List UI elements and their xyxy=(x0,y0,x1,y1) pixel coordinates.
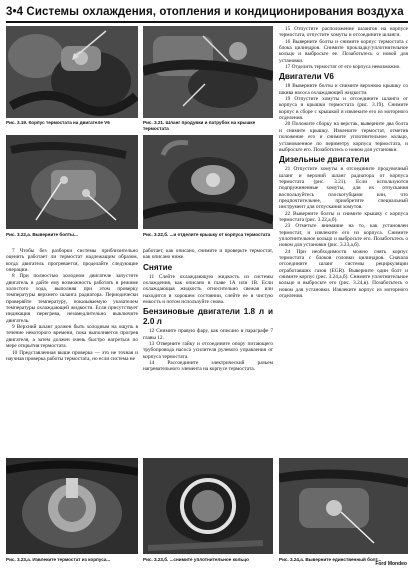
paragraph: 13 Отверните гайку и отсоедините опору питающего трубопровода насоса усилителя рулевого управления от корпуса термостата. xyxy=(143,341,273,360)
section-heading: Двигатели V6 xyxy=(279,72,334,82)
figure-caption: Рис. 3.22,б. ...и отделите крышку от корпуса термостата xyxy=(143,232,271,237)
figure-caption: Рис. 3.23,б. ...снимите уплотнительное кольцо xyxy=(143,557,249,562)
section-heading: Дизельные двигатели xyxy=(279,155,370,165)
paragraph: 18 Выверните болты и снимите верхнюю крышку со шкива насоса охлаждающей жидкости. xyxy=(279,83,408,96)
thermostat-photo xyxy=(6,458,138,554)
figure-3-22a xyxy=(6,135,138,229)
figure-caption: Рис. 3.23,а. Извлеките термостат из корпуса... xyxy=(6,557,111,562)
footer-brand: Ford Mondeo xyxy=(375,561,407,567)
paragraph: 17 Отделить термостат от его корпуса невозможно. xyxy=(285,64,401,71)
text-column-right xyxy=(279,26,408,299)
paragraph: 22 Выверните болты и снимите крышку с корпуса термостата (рис. 3.22,а,б). xyxy=(279,210,408,223)
figure-3-22b xyxy=(143,135,273,229)
engine-photo xyxy=(279,458,408,554)
figure-caption: Рис. 3.21. Шланг продувки и патрубок на крышке термостата xyxy=(143,120,256,131)
figure-3-23b xyxy=(143,458,273,554)
paragraph: 7 Чтобы без разборки системы приблизительно оценить работает ли термостат надлежащим образом, когда двигатель прогревается, проделайте следующие операции. xyxy=(6,248,138,274)
paragraph: 10 Представленная выше проверка — это не точная и научная проверка работы термостата, но если система не xyxy=(6,349,138,362)
figure-3-19 xyxy=(6,26,138,118)
figure-3-23a xyxy=(6,458,138,554)
paragraph: 14 Рассоедините электрический разъем нагревательного элемента на корпусе термостата. xyxy=(143,360,273,373)
engine-photo xyxy=(6,26,138,118)
figure-3-24a xyxy=(279,458,408,554)
page-title: 3•4 Системы охлаждения, отопления и кондиционирования воздуха xyxy=(6,6,404,18)
figure-caption: Рис. 3.22,а. Выверните болты... xyxy=(6,232,78,237)
text-column-middle xyxy=(143,248,273,373)
paragraph: 20 Положите сборку на верстак, выверните два болта и снимите крышку. Извлеките термостат, отметив положение его и снимите уплотнительное кольцо, установленное по периметру корпуса термостата, и выбросьте его. Позаботьтесь о новом для установки. xyxy=(279,121,408,153)
section-heading: Снятие xyxy=(143,262,173,272)
paragraph: 21 Отпустите хомуты и отсоедините продувочный шланг и верхний шланг радиатора от корпуса термостата (рис. 3.21). Если используются подпружиненные хомуты, для их отпускания воспользуйтесь плоскогубцами или, что предпочтительнее, приобретите специальный инструмент для отпускания хомутов. xyxy=(279,166,408,211)
paragraph: 23 Отметьте внимание на то, как установлен термостат, и извлеките его из корпуса. Снимите уплотнительное кольцо и выбросьте его. Позаботьтесь о новом для установки (рис. 3.23,а,б). xyxy=(279,223,408,249)
paragraph: 12 Снимите правую фару, как описано в параграфе 7 главы 12. xyxy=(143,328,273,341)
paragraph: 24 При необходимости можно снять корпус термостата с блоков головки цилиндров. Сначала отсоедините шланг системы рециркуляции отработавших газов (EGR). Выверните один болт и снимите корпус (рис. 3.24,а,б). Снимите уплотнительное кольцо и выбросьте его (рис. 3.24,в). Позаботьтесь о новом для установки. Извлеките корпус из моторного отделения. xyxy=(279,248,408,300)
paragraph: 11 Слейте охлаждающую жидкость из системы охлаждения, как описано в главе 1А или 1В. Если охлаждающая жидкость относительно свежая или находится в хорошем состоянии, слейте ее в чистую емкость и потом используйте снова. xyxy=(143,273,273,306)
figure-3-21 xyxy=(143,26,273,118)
paragraph: 16 Выверните болты и снимите корпус термостата с блока цилиндров. Снимите прокладку/уплотнительное кольцо и выбросьте ее. Позаботьтесь о новой для установки. xyxy=(279,38,408,64)
paragraph: 8 При полностью холодном двигателе запустите двигатель и дайте ему возможность работать в режиме холостого хода, выполняя при этом проверку температуры верхнего шланга радиатора. Периодически проверяйте температуру, показываемую указателем температуры охлаждающей жидкости. Если присутствует индикация перегрева, незамедлительно выключите двигатель. xyxy=(6,273,138,324)
section-heading: Бензиновые двигатели 1.8 л и 2.0 л xyxy=(143,307,273,327)
page-header xyxy=(6,5,408,23)
paragraph: 19 Отпустите хомуты и отсоедините шланги от корпуса и крышки термостата (рис. 3.19). Снимите корпус в сборе с крышкой и извлеките его из моторного отделения. xyxy=(279,96,408,122)
paragraph: 15 Отпустите расположение шлангов на корпусе термостата, отпустите хомуты и отсоедините шланги. xyxy=(279,26,408,39)
paragraph: работает, как описано, снимите и проверьте термостат, как описано ниже. xyxy=(143,248,273,261)
engine-photo xyxy=(6,135,138,229)
paragraph: 9 Верхний шланг должен быть холодным на ощупь в течение некоторого времени, пока выполняется прогрев двигателя, а затем должен очень быстро нагреться по мере открытия термостата. xyxy=(6,324,138,350)
figure-caption: Рис. 3.19. Корпус термостата на двигателе V6 xyxy=(6,120,110,125)
text-column-left xyxy=(6,248,138,362)
thermostat-photo xyxy=(143,458,273,554)
engine-photo xyxy=(143,135,273,229)
engine-photo xyxy=(143,26,273,118)
figure-caption: Рис. 3.24,а. Выверните единственный болт... xyxy=(279,557,382,562)
